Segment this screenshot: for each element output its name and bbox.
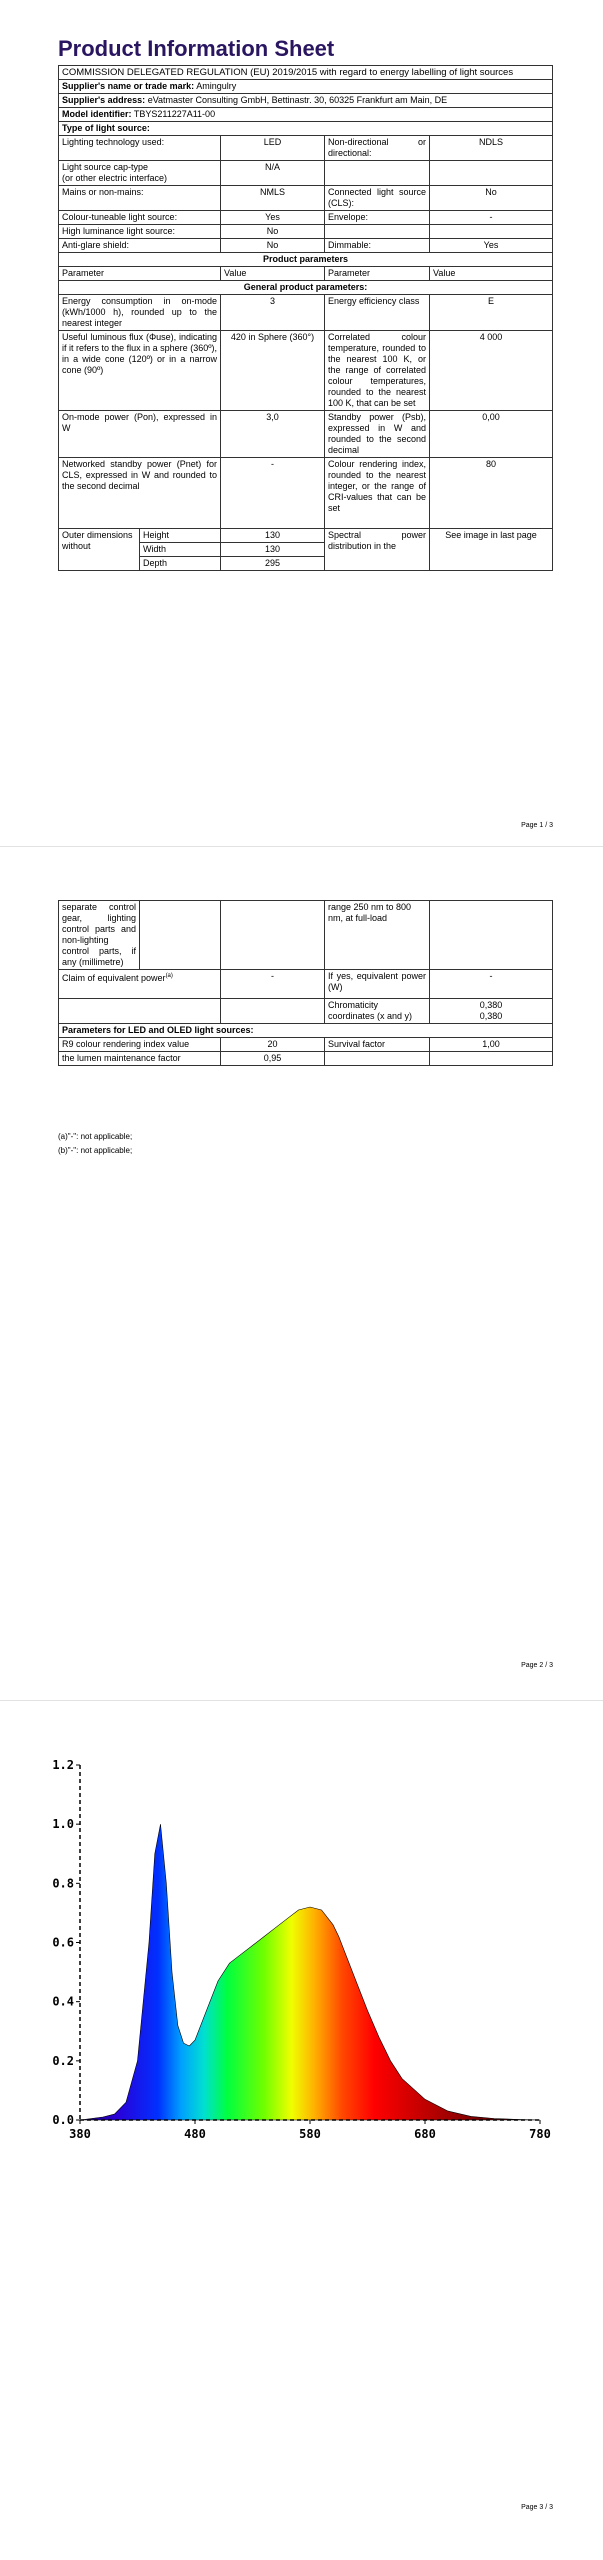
r9-label: R9 colour rendering index value xyxy=(59,1038,221,1052)
model-value: TBYS211227A11-00 xyxy=(133,109,216,119)
y-tick-label: 0.4 xyxy=(52,1994,74,2009)
param-value: 0,00 xyxy=(430,411,553,458)
table-row xyxy=(59,1038,553,1052)
param-label: Anti-glare shield: xyxy=(59,239,221,253)
table-row xyxy=(59,1052,553,1066)
param-value: NMLS xyxy=(221,186,325,211)
param-label: Lighting technology used: xyxy=(59,136,221,161)
column-header: Value xyxy=(221,267,325,281)
chromaticity-label: Chromaticity coordinates (x and y) xyxy=(325,999,430,1024)
y-tick-label: 0.2 xyxy=(52,2053,74,2068)
equiv-yes-value: - xyxy=(430,970,553,999)
dimensions-label-continued: separate control gear, lighting control parts and non-lighting control parts, if any (millimetre) xyxy=(59,901,140,970)
table-row xyxy=(59,161,553,186)
param-value: Yes xyxy=(221,211,325,225)
param-label: Standby power (Psb), expressed in W and rounded to the second decimal xyxy=(325,411,430,458)
table-row xyxy=(59,295,553,331)
led-heading-row xyxy=(59,1024,553,1038)
lumen-label: the lumen maintenance factor xyxy=(59,1052,221,1066)
width-label: Width xyxy=(140,543,221,557)
param-label: Mains or non-mains: xyxy=(59,186,221,211)
param-label: High luminance light source: xyxy=(59,225,221,239)
chromaticity-y: 0,380 xyxy=(479,1011,503,1021)
dimensions-label: Outer dimensions without xyxy=(59,529,140,571)
spd-value: See image in last page xyxy=(430,529,553,571)
dimension-row xyxy=(59,529,553,543)
page-separator xyxy=(0,1700,603,1701)
y-tick-label: 0.0 xyxy=(52,2113,74,2127)
regulation-row xyxy=(59,66,553,80)
y-tick-label: 1.0 xyxy=(52,1817,74,1832)
table-row xyxy=(59,331,553,411)
table-row xyxy=(59,411,553,458)
y-tick-label: 0.6 xyxy=(52,1935,74,1950)
param-label: Colour rendering index, rounded to the nearest integer, or the range of CRI-values that can be set xyxy=(325,458,430,529)
table-row xyxy=(59,211,553,225)
spd-label: Spectral power distribution in the xyxy=(325,529,430,571)
param-label: Connected light source (CLS): xyxy=(325,186,430,211)
x-tick-label: 780 xyxy=(529,2127,551,2141)
survival-label: Survival factor xyxy=(325,1038,430,1052)
general-heading-row xyxy=(59,281,553,295)
column-header: Value xyxy=(430,267,553,281)
param-label: Light source cap-type (or other electric interface) xyxy=(59,161,221,186)
param-value: 4 000 xyxy=(430,331,553,411)
column-header-row xyxy=(59,267,553,281)
footnote-ref: (a) xyxy=(165,973,173,979)
survival-value: 1,00 xyxy=(430,1038,553,1052)
param-value: LED xyxy=(221,136,325,161)
footnote-a: (a)"-": not applicable; xyxy=(58,1132,133,1141)
chromaticity-row xyxy=(59,999,553,1024)
equivalent-value: - xyxy=(221,970,325,999)
model-label: Model identifier: xyxy=(62,109,132,119)
supplier-name-label: Supplier's name or trade mark: xyxy=(62,81,195,91)
param-value: - xyxy=(221,458,325,529)
param-value: Yes xyxy=(430,239,553,253)
x-tick-label: 580 xyxy=(299,2127,321,2141)
info-table-continued xyxy=(58,900,553,1066)
chromaticity-x: 0,380 xyxy=(479,1000,503,1010)
y-tick-label: 0.8 xyxy=(52,1876,74,1891)
supplier-address-row xyxy=(59,94,553,108)
param-label: Energy efficiency class xyxy=(325,295,430,331)
param-value: No xyxy=(221,239,325,253)
type-heading-row xyxy=(59,122,553,136)
param-value: E xyxy=(430,295,553,331)
param-label: Useful luminous flux (Φuse), indicating if it refers to the flux in a sphere (360º), in a wide cone (120º) or in a narrow cone (90º) xyxy=(59,331,221,411)
param-value: No xyxy=(221,225,325,239)
table-row xyxy=(59,458,553,529)
height-label: Height xyxy=(140,529,221,543)
page-number: Page 2 / 3 xyxy=(521,1662,553,1669)
x-tick-label: 380 xyxy=(69,2127,91,2141)
equiv-yes-label: If yes, equivalent power (W) xyxy=(325,970,430,999)
column-header: Parameter xyxy=(325,267,430,281)
product-params-heading: Product parameters xyxy=(59,253,553,267)
param-label xyxy=(325,225,430,239)
equivalent-label: Claim of equivalent power xyxy=(62,973,166,983)
footnotes xyxy=(58,1130,132,1158)
table-row xyxy=(59,186,553,211)
r9-value: 20 xyxy=(221,1038,325,1052)
param-label: Non-directional or directional: xyxy=(325,136,430,161)
spectrum-area xyxy=(80,1824,540,2120)
page-2 xyxy=(0,858,603,1688)
spd-label-continued: range 250 nm to 800 nm, at full-load xyxy=(325,901,430,970)
spectral-power-chart xyxy=(40,1745,560,2155)
param-label: Correlated colour temperature, rounded to the nearest 100 K, or the range of correlated colour temperatures, rounded to the nearest 100 K, that can be set xyxy=(325,331,430,411)
width-value: 130 xyxy=(221,543,325,557)
param-label: Energy consumption in on-mode (kWh/1000 h), rounded up to the nearest integer xyxy=(59,295,221,331)
param-label: On-mode power (Pon), expressed in W xyxy=(59,411,221,458)
led-heading: Parameters for LED and OLED light sources: xyxy=(59,1024,553,1038)
param-value: N/A xyxy=(221,161,325,186)
param-label: Envelope: xyxy=(325,211,430,225)
depth-value: 295 xyxy=(221,557,325,571)
page-number: Page 1 / 3 xyxy=(521,822,553,829)
x-tick-label: 680 xyxy=(414,2127,436,2141)
column-header: Parameter xyxy=(59,267,221,281)
regulation-text: COMMISSION DELEGATED REGULATION (EU) 2019/2015 with regard to energy labelling of light sources xyxy=(59,66,553,80)
param-value: No xyxy=(430,186,553,211)
param-label xyxy=(325,161,430,186)
table-row xyxy=(59,225,553,239)
lumen-value: 0,95 xyxy=(221,1052,325,1066)
page-separator xyxy=(0,846,603,847)
footnote-b: (b)"-": not applicable; xyxy=(58,1146,133,1155)
product-params-heading-row xyxy=(59,253,553,267)
supplier-name-row xyxy=(59,80,553,94)
supplier-address-label: Supplier's address: xyxy=(62,95,146,105)
model-row xyxy=(59,108,553,122)
general-heading: General product parameters: xyxy=(59,281,553,295)
equivalent-row xyxy=(59,970,553,999)
type-heading: Type of light source: xyxy=(59,122,553,136)
table-row xyxy=(59,136,553,161)
page-number: Page 3 / 3 xyxy=(521,2504,553,2511)
page-1 xyxy=(0,0,603,835)
x-tick-label: 480 xyxy=(184,2127,206,2141)
chart-plot-area xyxy=(52,1758,551,2141)
param-value: NDLS xyxy=(430,136,553,161)
param-value: 3 xyxy=(221,295,325,331)
param-value: - xyxy=(430,211,553,225)
depth-label: Depth xyxy=(140,557,221,571)
param-value xyxy=(430,161,553,186)
supplier-address-value: eVatmaster Consulting GmbH, Bettinastr. 30, 60325 Frankfurt am Main, DE xyxy=(147,95,448,105)
height-value: 130 xyxy=(221,529,325,543)
supplier-name-value: Amingulry xyxy=(196,81,237,91)
y-tick-label: 1.2 xyxy=(52,1758,74,1772)
table-row xyxy=(59,239,553,253)
dimension-continued-row xyxy=(59,901,553,970)
param-value xyxy=(430,225,553,239)
param-label: Colour-tuneable light source: xyxy=(59,211,221,225)
param-value: 80 xyxy=(430,458,553,529)
page-title: Product Information Sheet xyxy=(58,36,335,61)
info-table xyxy=(58,65,553,571)
param-value: 420 in Sphere (360°) xyxy=(221,331,325,411)
param-value: 3,0 xyxy=(221,411,325,458)
param-label: Networked standby power (Pnet) for CLS, expressed in W and rounded to the second decimal xyxy=(59,458,221,529)
param-label: Dimmable: xyxy=(325,239,430,253)
